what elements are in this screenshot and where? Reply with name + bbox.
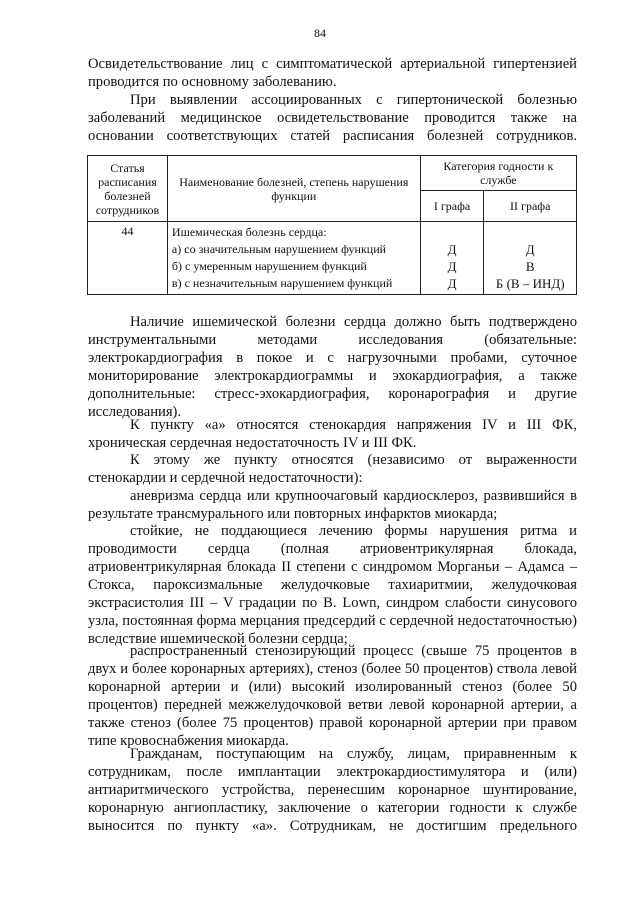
article-number: 44 [88, 222, 168, 295]
disease-row-a: а) со значительным нарушением функций [171, 242, 387, 256]
column-1-cell [420, 222, 484, 295]
row-c-col2: Б (В – ИНД) [495, 276, 565, 291]
page-number: 84 [314, 26, 326, 40]
intro-paragraph-1: Освидетельствование лиц с симптоматической артериальной гипертензией проводится по основному заболеванию. [88, 56, 577, 90]
disease-row-b: б) с умеренным нарушением функций [171, 259, 367, 273]
disease-title: Ишемическая болезнь сердца: [171, 225, 327, 239]
header-article: Статья расписания болезней сотрудников [88, 156, 168, 222]
paragraph-diagnostics: Наличие ишемической болезни сердца должно быть подтверждено инструментальными методами исследования (обязательные: электрокардиография в покое и с нагрузочными пробами, суточное мониторирование электрокардиограммы и эхокардиография, а также дополнительные: стресс-эхокардиография, коронарография и другие исследования). [88, 314, 577, 420]
header-column-2: II графа [484, 191, 577, 222]
column-2-cell [484, 222, 577, 295]
intro-paragraph-2: При выявлении ассоциированных с гипертонической болезнью заболеваний медицинское освидетельствование проводится также на основании соответствующих статей расписания болезней сотрудников. [88, 92, 577, 144]
disease-schedule-table [87, 155, 577, 295]
row-b-col2: В [525, 259, 535, 274]
paragraph-point-a: К пункту «а» относятся стенокардия напряжения IV и III ФК, хроническая сердечная недостаточность IV и III ФК. [88, 417, 577, 451]
paragraph-arrhythmia: стойкие, не поддающиеся лечению формы нарушения ритма и проводимости сердца (полная атриовентрикулярная блокада, атриовентрикулярная блокада II степени с синдромом Морганьи – Адамса – Стокса, пароксизмальные желудочковые тахиаритмии, желудочковая экстрасистолия III – V градации по B. Lown, синдром слабости синусового узла, постоянная форма мерцания предсердий с сердечной недостаточностью) вследствие ишемической болезни сердца; [88, 523, 577, 647]
header-column-1: I графа [420, 191, 484, 222]
row-a-col1: Д [447, 242, 457, 257]
disease-cell [167, 222, 420, 295]
header-fitness-category: Категория годности к службе [420, 156, 576, 191]
row-c-col1: Д [447, 276, 457, 291]
row-a-col2: Д [525, 242, 535, 257]
header-disease-name: Наименование болезней, степень нарушения функции [167, 156, 420, 222]
paragraph-implants: Гражданам, поступающим на службу, лицам, приравненным к сотрудникам, после имплантации электрокардиостимулятора и (или) антиаритмического устройства, перенесшим коронарное шунтирование, коронарную ангиопластику, заключение о категории годности к службе выносится по пункту «а». Сотрудникам, не достигшим предельного [88, 746, 577, 834]
paragraph-aneurysm: аневризма сердца или крупноочаговый кардиосклероз, развившийся в результате трансмурального или повторных инфарктов миокарда; [88, 488, 577, 522]
disease-row-c: в) с незначительным нарушением функций [171, 276, 393, 290]
paragraph-stenosis: распространенный стенозирующий процесс (свыше 75 процентов в двух и более коронарных артериях), стеноз (более 50 процентов) ствола левой коронарной артерии и (или) высокий изолированный стеноз (более 50 процентов) передней межжелудочковой ветви левой коронарной артерии, а также стеноз (более 75 процентов) правой коронарной артерии при правом типе кровоснабжения миокарда. [88, 643, 577, 749]
row-b-col1: Д [447, 259, 457, 274]
paragraph-also-point-a: К этому же пункту относятся (независимо от выраженности стенокардии и сердечной недостаточности): [88, 452, 577, 486]
